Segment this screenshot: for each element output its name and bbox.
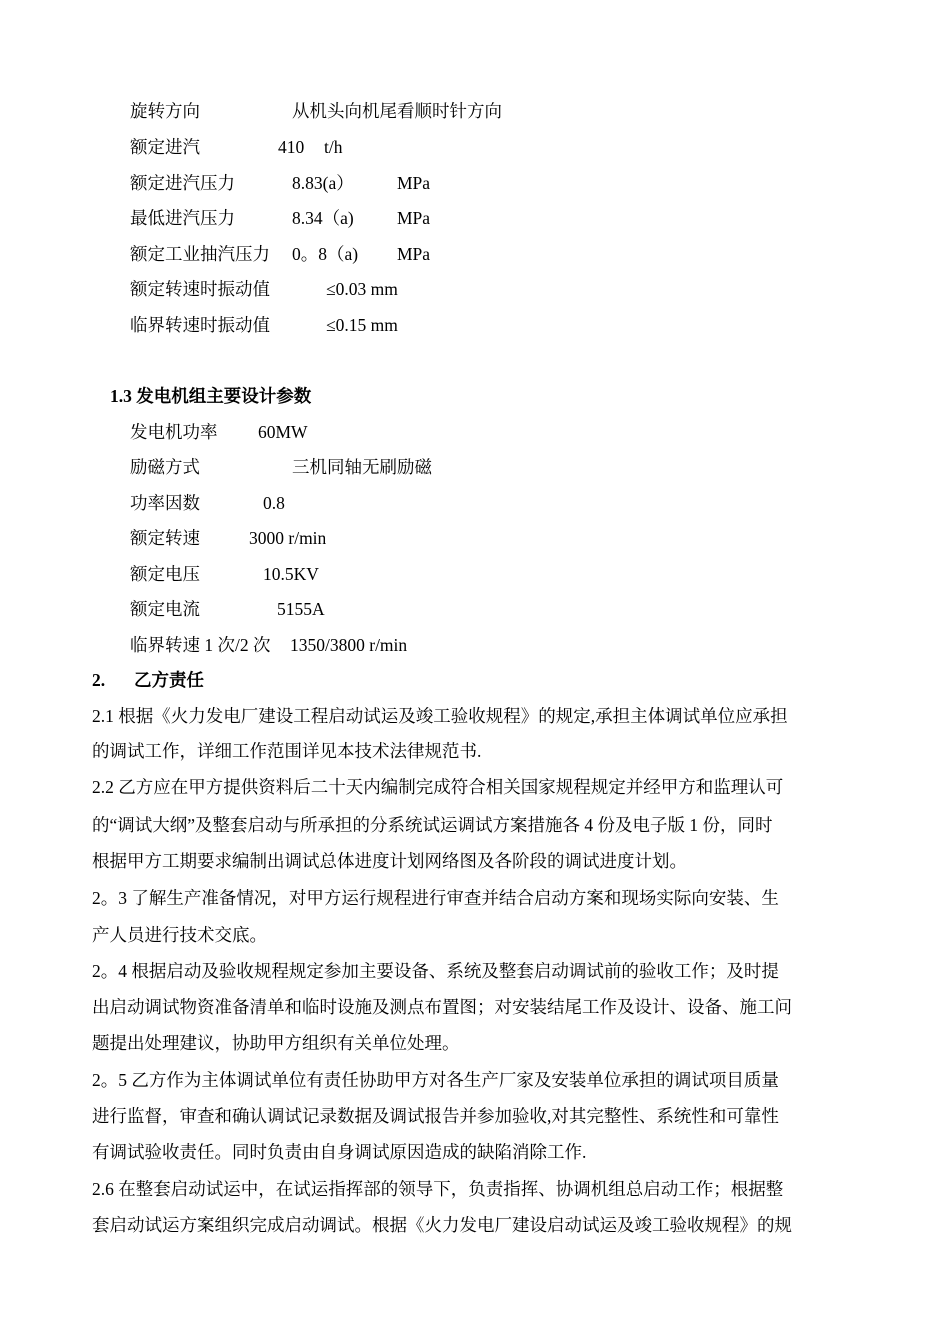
param-label: 额定转速时振动值 [130, 279, 270, 299]
param-label: 旋转方向 [130, 101, 200, 121]
param-label: 额定电流 [130, 599, 200, 619]
param-label: 最低进汽压力 [130, 208, 235, 228]
param-value: 从机头向机尾看顺时针方向 [292, 101, 502, 121]
section-number-2: 2. [92, 670, 106, 690]
param-label: 临界转速 1 次/2 次 [130, 635, 271, 655]
paragraph-2-2-line: 2.2 乙方应在甲方提供资料后二十天内编制完成符合相关国家规程规定并经甲方和监理认可 [92, 777, 784, 797]
paragraph-2-4-line: 2。4 根据启动及验收规程规定参加主要设备、系统及整套启动调试前的验收工作；及时提 [92, 961, 779, 981]
param-label: 励磁方式 [130, 457, 200, 477]
section-heading-1-3: 1.3 发电机组主要设计参数 [110, 386, 312, 406]
section-heading-2: 乙方责任 [134, 670, 204, 690]
paragraph-2-2-line: 的“调试大纲”及整套启动与所承担的分系统试运调试方案措施各 4 份及电子版 1 份，同时 [92, 815, 773, 835]
param-value: 3000 r/min [249, 528, 327, 548]
param-value: 8.83(a） [292, 173, 354, 193]
param-label: 发电机功率 [130, 422, 218, 442]
param-unit: MPa [397, 173, 431, 193]
param-unit: t/h [324, 137, 343, 157]
paragraph-2-4-line: 题提出处理建议，协助甲方组织有关单位处理。 [92, 1033, 460, 1053]
param-label: 临界转速时振动值 [130, 315, 270, 335]
paragraph-2-1-line: 的调试工作，详细工作范围详见本技术法律规范书. [92, 741, 482, 761]
paragraph-2-6-line: 套启动试运方案组织完成启动调试。根据《火力发电厂建设启动试运及竣工验收规程》的规 [92, 1215, 792, 1235]
param-label: 功率因数 [130, 493, 200, 513]
paragraph-2-1-line: 2.1 根据《火力发电厂建设工程启动试运及竣工验收规程》的规定,承担主体调试单位应承担 [92, 706, 788, 726]
param-value: 8.34（a) [292, 208, 354, 228]
paragraph-2-6-line: 2.6 在整套启动试运中，在试运指挥部的领导下，负责指挥、协调机组总启动工作；根据整 [92, 1179, 784, 1199]
paragraph-2-5-line: 有调试验收责任。同时负责由自身调试原因造成的缺陷消除工作. [92, 1142, 587, 1162]
param-unit: MPa [397, 244, 431, 264]
param-value: 10.5KV [263, 564, 319, 584]
paragraph-2-5-line: 2。5 乙方作为主体调试单位有责任协助甲方对各生产厂家及安装单位承担的调试项目质量 [92, 1070, 779, 1090]
param-label: 额定进汽压力 [130, 173, 235, 193]
param-value: ≤0.15 mm [326, 315, 398, 335]
paragraph-2-4-line: 出启动调试物资准备清单和临时设施及测点布置图；对安装结尾工作及设计、设备、施工问 [92, 997, 792, 1017]
paragraph-2-5-line: 进行监督，审查和确认调试记录数据及调试报告并参加验收,对其完整性、系统性和可靠性 [92, 1106, 779, 1126]
param-label: 额定工业抽汽压力 [130, 244, 270, 264]
paragraph-2-3-line: 产人员进行技术交底。 [92, 925, 267, 945]
param-unit: MPa [397, 208, 431, 228]
param-value: 60MW [258, 422, 308, 442]
param-value: 5155A [277, 599, 325, 619]
param-value: 1350/3800 r/min [290, 635, 408, 655]
param-value: 0.8 [263, 493, 285, 513]
param-value: 410 [278, 137, 305, 157]
param-value: ≤0.03 mm [326, 279, 398, 299]
param-label: 额定进汽 [130, 137, 200, 157]
paragraph-2-2-line: 根据甲方工期要求编制出调试总体进度计划网络图及各阶段的调试进度计划。 [92, 851, 687, 871]
param-label: 额定转速 [130, 528, 200, 548]
paragraph-2-3-line: 2。3 了解生产准备情况，对甲方运行规程进行审查并结合启动方案和现场实际向安装、生 [92, 888, 779, 908]
param-value: 0。8（a) [292, 244, 359, 264]
param-value: 三机同轴无刷励磁 [292, 457, 432, 477]
param-label: 额定电压 [130, 564, 200, 584]
